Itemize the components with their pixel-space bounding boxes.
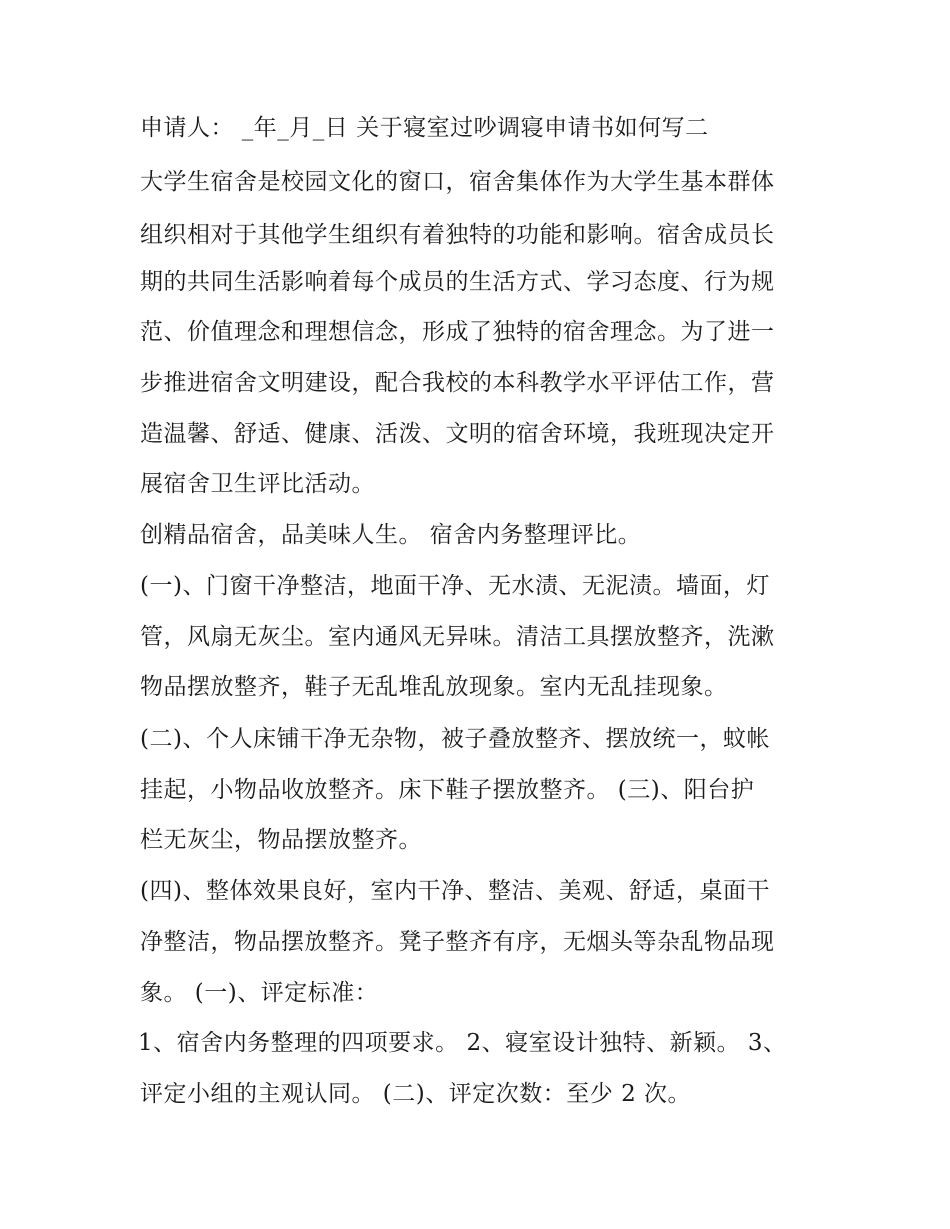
text-line: 造温馨、舒适、健康、活泼、文明的宿舍环境，我班现决定开: [140, 421, 775, 447]
text-line: 物品摆放整齐，鞋子无乱堆乱放现象。室内无乱挂现象。: [140, 674, 728, 700]
text-line: (四)、整体效果良好，室内干净、整洁、美观、舒适，桌面干: [140, 878, 770, 904]
text-line: 栏无灰尘，物品摆放整齐。: [140, 827, 422, 853]
text-line: 范、价值理念和理想信念，形成了独特的宿舍理念。为了进一: [140, 319, 775, 345]
text-line: 挂起，小物品收放整齐。床下鞋子摆放整齐。 (三)、阳台护: [140, 777, 755, 803]
text-line: 管，风扇无灰尘。室内通风无异味。清洁工具摆放整齐，洗漱: [140, 624, 775, 650]
text-line: 大学生宿舍是校园文化的窗口，宿舍集体作为大学生基本群体: [140, 169, 775, 195]
text-line: 展宿舍卫生评比活动。: [140, 471, 375, 497]
text-line: 净整洁，物品摆放整齐。凳子整齐有序，无烟头等杂乱物品现: [140, 929, 775, 955]
text-line: 1、宿舍内务整理的四项要求。 2、寝室设计独特、新颖。 3、: [138, 1030, 787, 1056]
text-line: 期的共同生活影响着每个成员的生活方式、学习态度、行为规: [140, 269, 775, 295]
text-line: 评定小组的主观认同。 (二)、评定次数：至少 2 次。: [140, 1081, 692, 1107]
text-line: 步推进宿舍文明建设，配合我校的本科教学水平评估工作，营: [140, 370, 775, 396]
text-line: (一)、门窗干净整洁，地面干净、无水渍、无泥渍。墙面，灯: [140, 573, 770, 599]
text-line: 申请人： _年_月_日 关于寝室过吵调寝申请书如何写二: [140, 115, 709, 141]
text-line: 创精品宿舍，品美味人生。 宿舍内务整理评比。: [140, 522, 642, 548]
text-line: (二)、个人床铺干净无杂物，被子叠放整齐、摆放统一，蚊帐: [140, 726, 770, 752]
text-line: 组织相对于其他学生组织有着独特的功能和影响。宿舍成员长: [140, 222, 775, 248]
text-line: 象。 (一)、评定标准：: [140, 980, 379, 1006]
